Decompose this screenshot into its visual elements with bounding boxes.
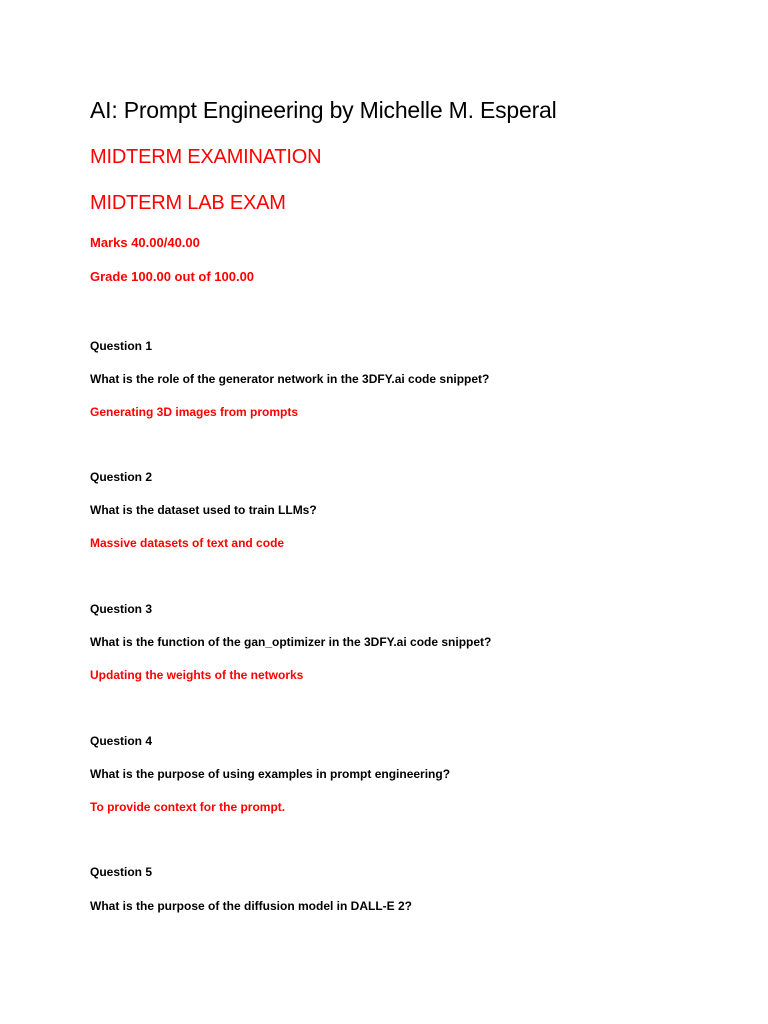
- lab-exam-heading: MIDTERM LAB EXAM: [90, 192, 286, 214]
- exam-heading: MIDTERM EXAMINATION: [90, 146, 322, 168]
- marks-line: Marks 40.00/40.00: [90, 235, 200, 250]
- question-answer: To provide context for the prompt.: [90, 800, 286, 814]
- question-text: What is the purpose of the diffusion model in DALL-E 2?: [90, 899, 412, 913]
- question-label: Question 5: [90, 865, 153, 879]
- question-answer: Updating the weights of the networks: [90, 668, 304, 682]
- question-text: What is the dataset used to train LLMs?: [90, 503, 317, 517]
- question-label: Question 2: [90, 470, 153, 484]
- question-answer: Massive datasets of text and code: [90, 536, 285, 550]
- question-label: Question 1: [90, 339, 153, 353]
- document-title: AI: Prompt Engineering by Michelle M. Esperal: [90, 97, 557, 123]
- question-answer: Generating 3D images from prompts: [90, 405, 299, 419]
- question-label: Question 3: [90, 602, 153, 616]
- grade-line: Grade 100.00 out of 100.00: [90, 269, 255, 284]
- question-text: What is the role of the generator network in the 3DFY.ai code snippet?: [90, 372, 490, 386]
- question-text: What is the function of the gan_optimizer in the 3DFY.ai code snippet?: [90, 635, 492, 649]
- question-text: What is the purpose of using examples in prompt engineering?: [90, 767, 451, 781]
- question-label: Question 4: [90, 734, 153, 748]
